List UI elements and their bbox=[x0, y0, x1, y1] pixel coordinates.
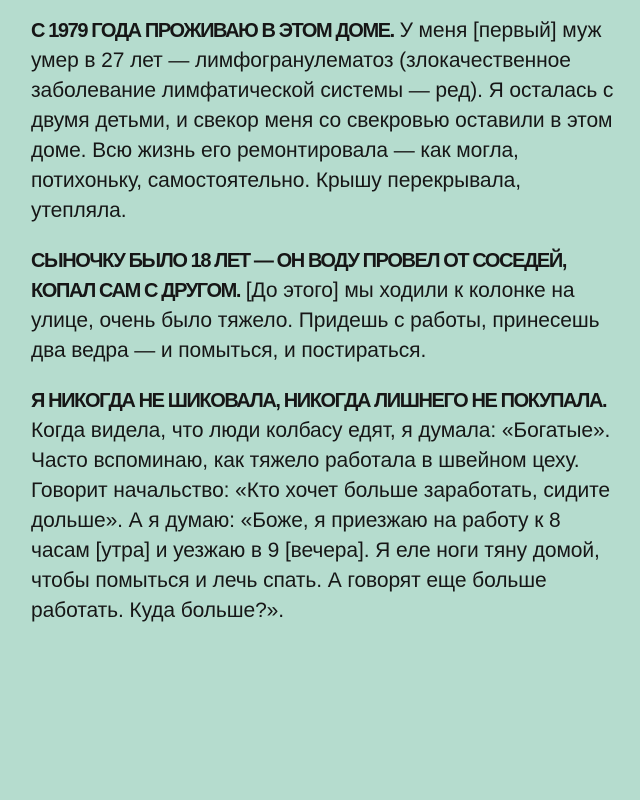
paragraph-body: У меня [первый] муж умер в 27 лет — лимфогранулематоз (злокачественное заболевание лимфатической системы — ред). Я осталась с двумя детьми, и свекор меня со свекровью оставили в этом доме. Всю жизнь его ремонтировала — как могла, потихоньку, самостоятельно. Крышу перекрывала, утепляла. bbox=[31, 19, 614, 222]
paragraph-body: Когда видела, что люди колбасу едят, я думала: «Богатые». Часто вспоминаю, как тяжело работала в швейном цеху. Говорит начальство: «Кто хочет больше заработать, сидите дольше». А я думаю: «Боже, я приезжаю на работу к 8 часам [утра] и уезжаю в 9 [вечера]. Я еле ноги тяну домой, чтобы помыться и лечь спать. А говорят еще больше работать. Куда больше?». bbox=[31, 419, 611, 622]
paragraph-house bbox=[31, 16, 614, 226]
paragraph-lead: Я НИКОГДА НЕ ШИКОВАЛА, НИКОГДА ЛИШНЕГО НЕ ПОКУПАЛА. bbox=[31, 390, 607, 412]
paragraph-work bbox=[31, 386, 614, 626]
paragraph-water bbox=[31, 246, 614, 366]
paragraph-body: [До этого] мы ходили к колонке на улице, очень было тяжело. Придешь с работы, принесешь два ведра — и помыться, и постираться. bbox=[31, 279, 600, 362]
paragraph-lead: С 1979 ГОДА ПРОЖИВАЮ В ЭТОМ ДОМЕ. bbox=[31, 20, 394, 42]
paragraph-lead: СЫНОЧКУ БЫЛО 18 ЛЕТ — ОН ВОДУ ПРОВЕЛ ОТ СОСЕДЕЙ, КОПАЛ САМ С ДРУГОМ. bbox=[31, 250, 566, 302]
